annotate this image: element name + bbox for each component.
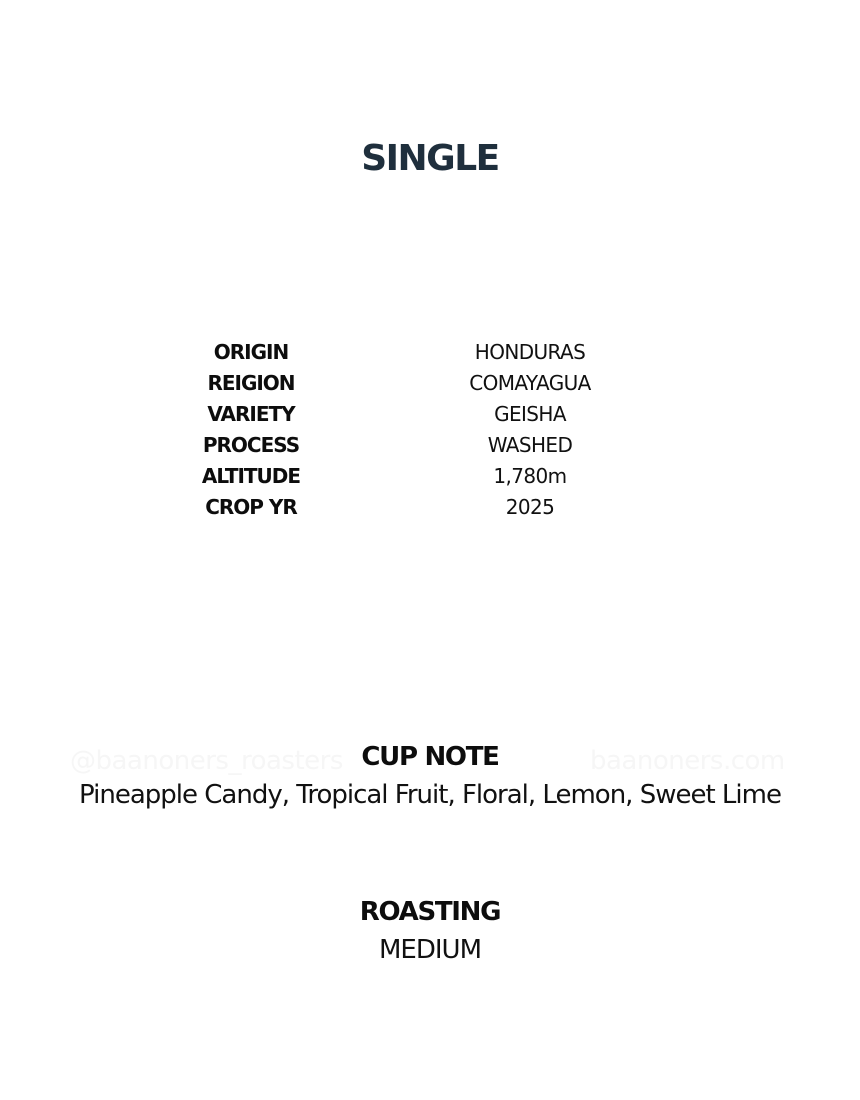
spec-label: REIGION xyxy=(207,371,295,395)
spec-label: CROP YR xyxy=(205,495,297,519)
spec-label: VARIETY xyxy=(207,402,295,426)
spec-row-region xyxy=(0,371,860,402)
spec-row-crop-year xyxy=(0,495,860,526)
spec-label: PROCESS xyxy=(202,433,300,457)
spec-label: ORIGIN xyxy=(213,340,289,364)
spec-label: ALTITUDE xyxy=(201,464,301,488)
roasting-value: MEDIUM xyxy=(378,935,481,965)
spec-row-origin xyxy=(0,340,860,371)
spec-value: WASHED xyxy=(487,433,573,457)
cup-note-heading: CUP NOTE xyxy=(361,742,499,772)
spec-row-process xyxy=(0,433,860,464)
spec-row-variety xyxy=(0,402,860,433)
cup-note-text: Pineapple Candy, Tropical Fruit, Floral, Lemon, Sweet Lime xyxy=(79,780,781,810)
spec-value: COMAYAGUA xyxy=(469,371,591,395)
page-title: SINGLE xyxy=(361,138,499,179)
spec-value: 2025 xyxy=(505,495,555,519)
spec-value: 1,780m xyxy=(493,464,567,488)
spec-value: GEISHA xyxy=(494,402,566,426)
spec-table xyxy=(0,340,860,530)
watermark-website: baanoners.com xyxy=(590,746,785,776)
watermark-handle: @baanoners_roasters xyxy=(70,746,343,776)
spec-value: HONDURAS xyxy=(474,340,586,364)
spec-row-altitude xyxy=(0,464,860,495)
roasting-heading: ROASTING xyxy=(359,897,501,927)
